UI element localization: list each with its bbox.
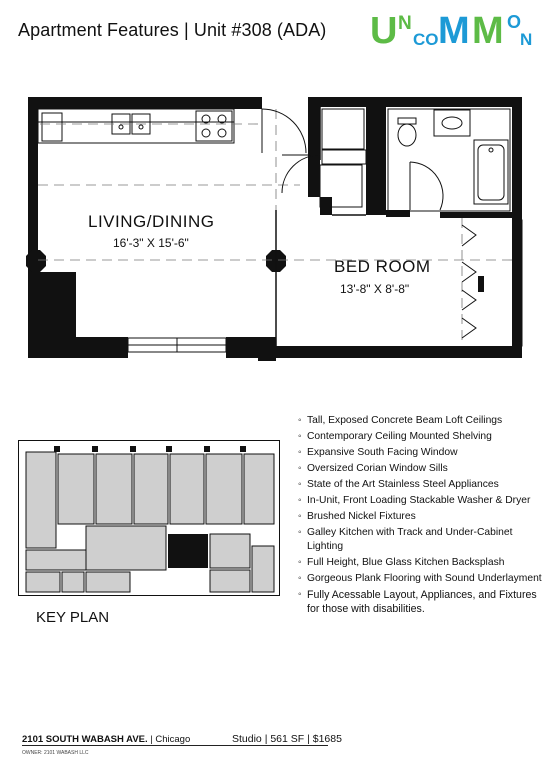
features-list	[298, 414, 544, 618]
bedroom-dims: 13'-8" X 8'-8"	[340, 282, 410, 296]
kitchen-counter	[38, 109, 234, 143]
list-item: ◦ Full Height, Blue Glass Kitchen Backsplash	[298, 556, 544, 570]
footer-divider	[22, 745, 328, 746]
city: Chicago	[155, 734, 191, 745]
owner-note: OWNER: 2101 WABASH LLC	[22, 750, 89, 756]
address: 2101 SOUTH WABASH AVE.	[22, 734, 148, 745]
unit-info: Studio | 561 SF | $1685	[232, 733, 342, 745]
logo-letter-n2: N	[520, 30, 533, 48]
bedroom-name: BED ROOM	[334, 257, 431, 276]
logo-letter-u: U	[370, 10, 398, 48]
key-plan-label: KEY PLAN	[36, 609, 110, 626]
list-item: ◦ State of the Art Stainless Steel Appliances	[298, 478, 544, 492]
bathroom-fixtures	[388, 109, 510, 211]
page-title: Apartment Features | Unit #308 (ADA)	[18, 20, 327, 40]
key-plan-diagram	[18, 440, 280, 596]
list-item: ◦ Oversized Corian Window Sills	[298, 462, 544, 476]
logo-letter-m: M	[438, 10, 470, 48]
logo-letter-m2: M	[472, 10, 504, 48]
column	[26, 250, 46, 272]
list-item: ◦ Fully Acessable Layout, Appliances, and Fixtures for those with disabilities.	[298, 588, 544, 616]
list-item: ◦ Galley Kitchen with Track and Under-Cabinet Lighting	[298, 526, 544, 554]
list-item: ◦ Tall, Exposed Concrete Beam Loft Ceilings	[298, 414, 544, 428]
logo-letter-o: O	[507, 12, 522, 32]
logo-letter-n: N	[398, 13, 412, 34]
footer-address-block	[22, 734, 190, 745]
living-room-name: LIVING/DINING	[88, 212, 215, 231]
list-item: ◦ Gorgeous Plank Flooring with Sound Underlayment	[298, 572, 544, 586]
closet-doors	[462, 225, 476, 338]
living-room-dims: 16'-3" X 15'-6"	[113, 236, 189, 250]
list-item: ◦ In-Unit, Front Loading Stackable Washer & Dryer	[298, 494, 544, 508]
separator: |	[150, 734, 156, 745]
list-item: ◦ Contemporary Ceiling Mounted Shelving	[298, 430, 544, 444]
logo-letters-co: CO	[413, 30, 439, 48]
list-item: ◦ Brushed Nickel Fixtures	[298, 510, 544, 524]
list-item: ◦ Expansive South Facing Window	[298, 446, 544, 460]
